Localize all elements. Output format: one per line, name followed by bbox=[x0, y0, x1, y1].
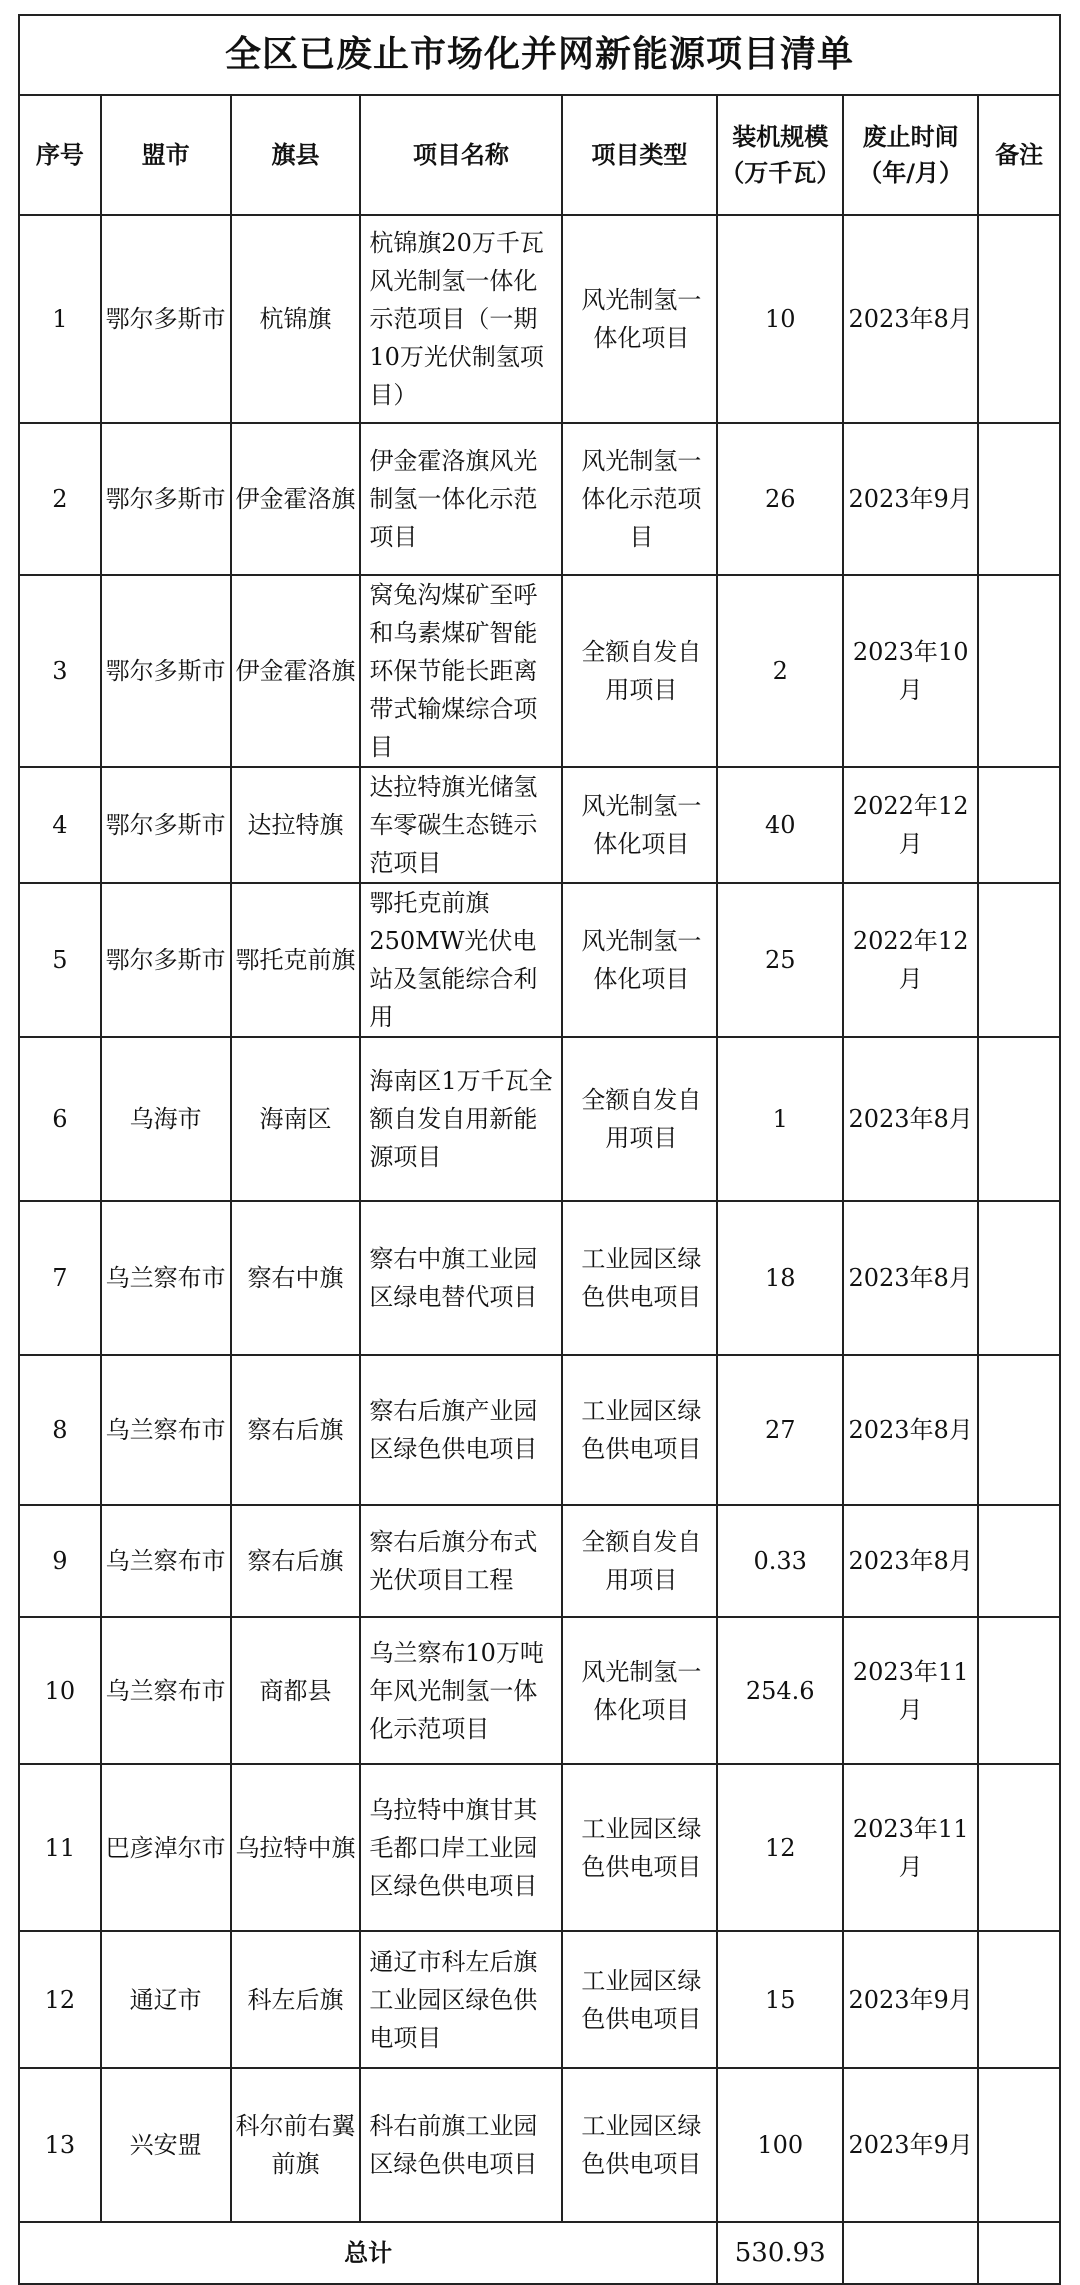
row-project-name: 海南区1万千瓦全额自发自用新能源项目 bbox=[360, 1037, 561, 1201]
row-abolish-time: 2023年9月 bbox=[843, 423, 978, 575]
header-league: 盟市 bbox=[101, 95, 231, 215]
row-abolish-time: 2023年10月 bbox=[843, 575, 978, 767]
row-abolish-time: 2023年9月 bbox=[843, 2068, 978, 2222]
row-note bbox=[978, 1931, 1060, 2068]
row-project-name: 乌兰察布10万吨年风光制氢一体化示范项目 bbox=[360, 1617, 561, 1764]
row-project-name: 察右后旗分布式光伏项目工程 bbox=[360, 1505, 561, 1617]
header-project-name: 项目名称 bbox=[360, 95, 561, 215]
row-project-name: 察右中旗工业园区绿电替代项目 bbox=[360, 1201, 561, 1355]
table-row bbox=[19, 575, 1060, 767]
row-capacity: 40 bbox=[717, 767, 843, 883]
row-project-type: 工业园区绿色供电项目 bbox=[562, 1355, 718, 1505]
table-row bbox=[19, 1355, 1060, 1505]
row-note bbox=[978, 883, 1060, 1037]
table-row bbox=[19, 2068, 1060, 2222]
row-league: 鄂尔多斯市 bbox=[101, 767, 231, 883]
row-note bbox=[978, 2068, 1060, 2222]
row-note bbox=[978, 1617, 1060, 1764]
row-note bbox=[978, 1505, 1060, 1617]
row-seq: 13 bbox=[19, 2068, 101, 2222]
row-capacity: 15 bbox=[717, 1931, 843, 2068]
row-county: 察右后旗 bbox=[231, 1505, 361, 1617]
row-county: 鄂托克前旗 bbox=[231, 883, 361, 1037]
header-note: 备注 bbox=[978, 95, 1060, 215]
row-county: 达拉特旗 bbox=[231, 767, 361, 883]
row-abolish-time: 2023年8月 bbox=[843, 1037, 978, 1201]
row-seq: 12 bbox=[19, 1931, 101, 2068]
table-row bbox=[19, 1764, 1060, 1931]
row-project-name: 科右前旗工业园区绿色供电项目 bbox=[360, 2068, 561, 2222]
row-league: 通辽市 bbox=[101, 1931, 231, 2068]
header-project-type: 项目类型 bbox=[562, 95, 718, 215]
row-note bbox=[978, 215, 1060, 423]
row-seq: 5 bbox=[19, 883, 101, 1037]
row-abolish-time: 2023年8月 bbox=[843, 215, 978, 423]
row-league: 乌海市 bbox=[101, 1037, 231, 1201]
row-project-type: 工业园区绿色供电项目 bbox=[562, 1201, 718, 1355]
table-row bbox=[19, 1201, 1060, 1355]
row-league: 鄂尔多斯市 bbox=[101, 883, 231, 1037]
row-county: 伊金霍洛旗 bbox=[231, 575, 361, 767]
row-seq: 4 bbox=[19, 767, 101, 883]
table-row bbox=[19, 1505, 1060, 1617]
table-row bbox=[19, 767, 1060, 883]
total-empty-cell bbox=[843, 2222, 978, 2284]
total-row bbox=[19, 2222, 1060, 2284]
row-project-name: 达拉特旗光储氢车零碳生态链示范项目 bbox=[360, 767, 561, 883]
row-project-name: 伊金霍洛旗风光制氢一体化示范项目 bbox=[360, 423, 561, 575]
row-abolish-time: 2023年8月 bbox=[843, 1355, 978, 1505]
row-project-type: 工业园区绿色供电项目 bbox=[562, 1931, 718, 2068]
row-county: 察右中旗 bbox=[231, 1201, 361, 1355]
row-project-type: 风光制氢一体化项目 bbox=[562, 767, 718, 883]
row-seq: 10 bbox=[19, 1617, 101, 1764]
row-note bbox=[978, 1764, 1060, 1931]
row-league: 巴彦淖尔市 bbox=[101, 1764, 231, 1931]
row-league: 乌兰察布市 bbox=[101, 1201, 231, 1355]
row-project-type: 全额自发自用项目 bbox=[562, 1505, 718, 1617]
table-row bbox=[19, 423, 1060, 575]
document-table-wrapper bbox=[18, 14, 1061, 2285]
row-league: 鄂尔多斯市 bbox=[101, 423, 231, 575]
row-project-type: 风光制氢一体化示范项目 bbox=[562, 423, 718, 575]
row-project-type: 工业园区绿色供电项目 bbox=[562, 2068, 718, 2222]
row-league: 乌兰察布市 bbox=[101, 1505, 231, 1617]
row-seq: 11 bbox=[19, 1764, 101, 1931]
row-project-name: 通辽市科左后旗工业园区绿色供电项目 bbox=[360, 1931, 561, 2068]
total-label: 总计 bbox=[19, 2222, 717, 2284]
header-seq: 序号 bbox=[19, 95, 101, 215]
row-capacity: 18 bbox=[717, 1201, 843, 1355]
row-project-name: 杭锦旗20万千瓦风光制氢一体化示范项目（一期10万光伏制氢项目） bbox=[360, 215, 561, 423]
row-seq: 6 bbox=[19, 1037, 101, 1201]
row-capacity: 12 bbox=[717, 1764, 843, 1931]
row-league: 鄂尔多斯市 bbox=[101, 575, 231, 767]
table-header-row bbox=[19, 95, 1060, 215]
row-seq: 9 bbox=[19, 1505, 101, 1617]
table-row bbox=[19, 215, 1060, 423]
row-project-type: 风光制氢一体化项目 bbox=[562, 215, 718, 423]
row-note bbox=[978, 1201, 1060, 1355]
row-note bbox=[978, 767, 1060, 883]
row-capacity: 10 bbox=[717, 215, 843, 423]
row-abolish-time: 2023年8月 bbox=[843, 1505, 978, 1617]
row-county: 伊金霍洛旗 bbox=[231, 423, 361, 575]
header-capacity: 装机规模（万千瓦） bbox=[717, 95, 843, 215]
row-county: 海南区 bbox=[231, 1037, 361, 1201]
row-project-type: 工业园区绿色供电项目 bbox=[562, 1764, 718, 1931]
row-league: 鄂尔多斯市 bbox=[101, 215, 231, 423]
table-row bbox=[19, 1037, 1060, 1201]
row-capacity: 100 bbox=[717, 2068, 843, 2222]
row-seq: 3 bbox=[19, 575, 101, 767]
row-county: 乌拉特中旗 bbox=[231, 1764, 361, 1931]
row-project-name: 鄂托克前旗250MW光伏电站及氢能综合利用 bbox=[360, 883, 561, 1037]
row-capacity: 0.33 bbox=[717, 1505, 843, 1617]
row-capacity: 1 bbox=[717, 1037, 843, 1201]
row-project-type: 全额自发自用项目 bbox=[562, 575, 718, 767]
row-project-name: 窝兔沟煤矿至呼和乌素煤矿智能环保节能长距离带式输煤综合项目 bbox=[360, 575, 561, 767]
row-note bbox=[978, 1355, 1060, 1505]
row-seq: 7 bbox=[19, 1201, 101, 1355]
row-abolish-time: 2022年12月 bbox=[843, 767, 978, 883]
row-capacity: 254.6 bbox=[717, 1617, 843, 1764]
project-list-table bbox=[18, 14, 1061, 2285]
row-seq: 1 bbox=[19, 215, 101, 423]
document-title: 全区已废止市场化并网新能源项目清单 bbox=[19, 15, 1060, 95]
row-league: 兴安盟 bbox=[101, 2068, 231, 2222]
row-abolish-time: 2023年8月 bbox=[843, 1201, 978, 1355]
row-league: 乌兰察布市 bbox=[101, 1617, 231, 1764]
row-league: 乌兰察布市 bbox=[101, 1355, 231, 1505]
header-county: 旗县 bbox=[231, 95, 361, 215]
total-value: 530.93 bbox=[717, 2222, 843, 2284]
row-county: 察右后旗 bbox=[231, 1355, 361, 1505]
row-county: 科尔前右翼前旗 bbox=[231, 2068, 361, 2222]
row-project-name: 察右后旗产业园区绿色供电项目 bbox=[360, 1355, 561, 1505]
table-row bbox=[19, 883, 1060, 1037]
row-capacity: 26 bbox=[717, 423, 843, 575]
row-note bbox=[978, 1037, 1060, 1201]
row-abolish-time: 2023年11月 bbox=[843, 1617, 978, 1764]
row-seq: 8 bbox=[19, 1355, 101, 1505]
row-abolish-time: 2022年12月 bbox=[843, 883, 978, 1037]
row-project-type: 风光制氢一体化项目 bbox=[562, 1617, 718, 1764]
row-abolish-time: 2023年9月 bbox=[843, 1931, 978, 2068]
row-capacity: 2 bbox=[717, 575, 843, 767]
table-row bbox=[19, 1617, 1060, 1764]
row-project-type: 全额自发自用项目 bbox=[562, 1037, 718, 1201]
table-row bbox=[19, 1931, 1060, 2068]
total-empty-cell bbox=[978, 2222, 1060, 2284]
row-county: 商都县 bbox=[231, 1617, 361, 1764]
row-capacity: 25 bbox=[717, 883, 843, 1037]
row-note bbox=[978, 423, 1060, 575]
row-county: 科左后旗 bbox=[231, 1931, 361, 2068]
row-project-type: 风光制氢一体化项目 bbox=[562, 883, 718, 1037]
row-county: 杭锦旗 bbox=[231, 215, 361, 423]
header-abolish-time: 废止时间（年/月） bbox=[843, 95, 978, 215]
row-seq: 2 bbox=[19, 423, 101, 575]
row-capacity: 27 bbox=[717, 1355, 843, 1505]
row-abolish-time: 2023年11月 bbox=[843, 1764, 978, 1931]
row-project-name: 乌拉特中旗甘其毛都口岸工业园区绿色供电项目 bbox=[360, 1764, 561, 1931]
row-note bbox=[978, 575, 1060, 767]
